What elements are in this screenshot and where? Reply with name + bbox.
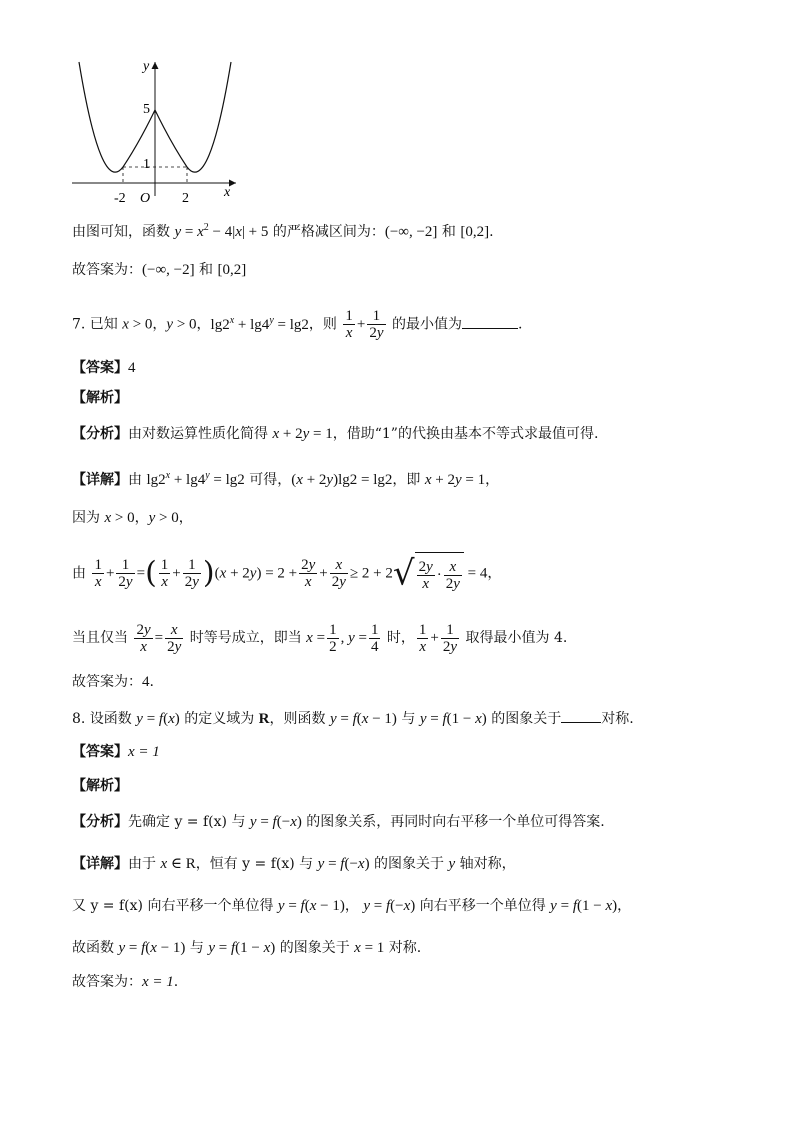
label-1: 1 xyxy=(143,157,150,172)
answer-line-7: 故答案为：4. xyxy=(72,674,154,690)
answer-line-8: 故答案为：x = 1. xyxy=(72,974,179,990)
answer-8: 【答案】x = 1 xyxy=(72,744,160,760)
conclusion-line-8: 故函数 y = f(x − 1) 与 y = f(1 − x) 的图象关于 x = 1 对称. xyxy=(72,940,422,956)
equality-condition: 当且仅当 $\frac{2y}{x}$ = $\frac{x}{2y}$ 时等号成立，即当 x = $\frac{1}{2}$ , y = $\frac{1}{4}$ 时， $\frac{1}{x}$ + $\frac{1}{2y}$ 取得最小值为 4. xyxy=(72,621,568,655)
label-neg2: -2 xyxy=(114,191,126,206)
interval-1: (−∞, −2] xyxy=(384,224,438,240)
function-expr: $y = x^2 - 4|x| + 5$ xyxy=(174,222,269,240)
answer-blank-8 xyxy=(561,708,601,723)
function-graph xyxy=(66,56,246,206)
question-7: 7. 已知 x > 0，y > 0，$\lg 2^x + \lg 4^y = \lg 2$，则 $\frac{1}{x}$ + $\frac{1}{2y}$ 的最小值为 . xyxy=(72,308,523,341)
inequality-derivation: 由 $\frac{1}{x}$ + $\frac{1}{2y}$ =( $\frac{1}{x}$ + $\frac{1}{2y}$ )(x + 2y) = 2 + $\frac{2y}{x}$ + $\frac{x}{2y}$ ≥ 2 + 2√ $\frac{2y}{x}$ · $\frac{x}{2y}$ = 4， xyxy=(72,553,502,594)
y-axis xyxy=(152,62,159,196)
label-2: 2 xyxy=(182,191,189,206)
analysis-header-7: 【解析】 xyxy=(72,390,128,406)
because-line: 因为 x > 0，y > 0， xyxy=(72,510,193,526)
conclusion-line: 由图可知，函数 $y = x^2 - 4|x| + 5$ 的严格减区间为：(−∞, −2] 和 [0,2]. xyxy=(72,222,494,240)
y-axis-label: y xyxy=(143,59,150,74)
answer-7: 【答案】4 xyxy=(72,360,136,376)
analysis-header-8: 【解析】 xyxy=(72,778,128,794)
x-axis-label: x xyxy=(224,185,231,200)
answer-blank-7 xyxy=(462,314,518,329)
question-8: 8. 设函数 y = f(x) 的定义域为 R，则函数 y = f(x − 1) 与 y = f(1 − x) 的图象关于 对称. xyxy=(72,708,634,729)
answer-line-6: 故答案为：(−∞, −2] 和 [0,2] xyxy=(72,262,247,278)
label-5: 5 xyxy=(143,102,150,117)
x-axis xyxy=(72,180,236,187)
detail-8: 【详解】由于 x ∈ R，恒有 y = f(x) 与 y = f(−x) 的图象关于 y 轴对称， xyxy=(72,856,516,872)
translation-line: 又 y = f(x) 向右平移一个单位得 y = f(x − 1)， y = f(−x) 向右平移一个单位得 y = f(1 − x)， xyxy=(72,898,632,914)
origin-label: O xyxy=(140,191,151,206)
analysis-8: 【分析】先确定 y = f(x) 与 y = f(−x) 的图象关系，再同时向右平移一个单位可得答案. xyxy=(72,814,605,830)
detail-7: 【详解】由 $\lg 2^x + \lg 4^y = \lg 2$ 可得，(x + 2y)lg2 = lg2，即 x + 2y = 1， xyxy=(72,470,500,488)
analysis-7: 【分析】由对数运算性质化简得 x + 2y = 1，借助“1”的代换由基本不等式求最值可得. xyxy=(72,426,599,442)
